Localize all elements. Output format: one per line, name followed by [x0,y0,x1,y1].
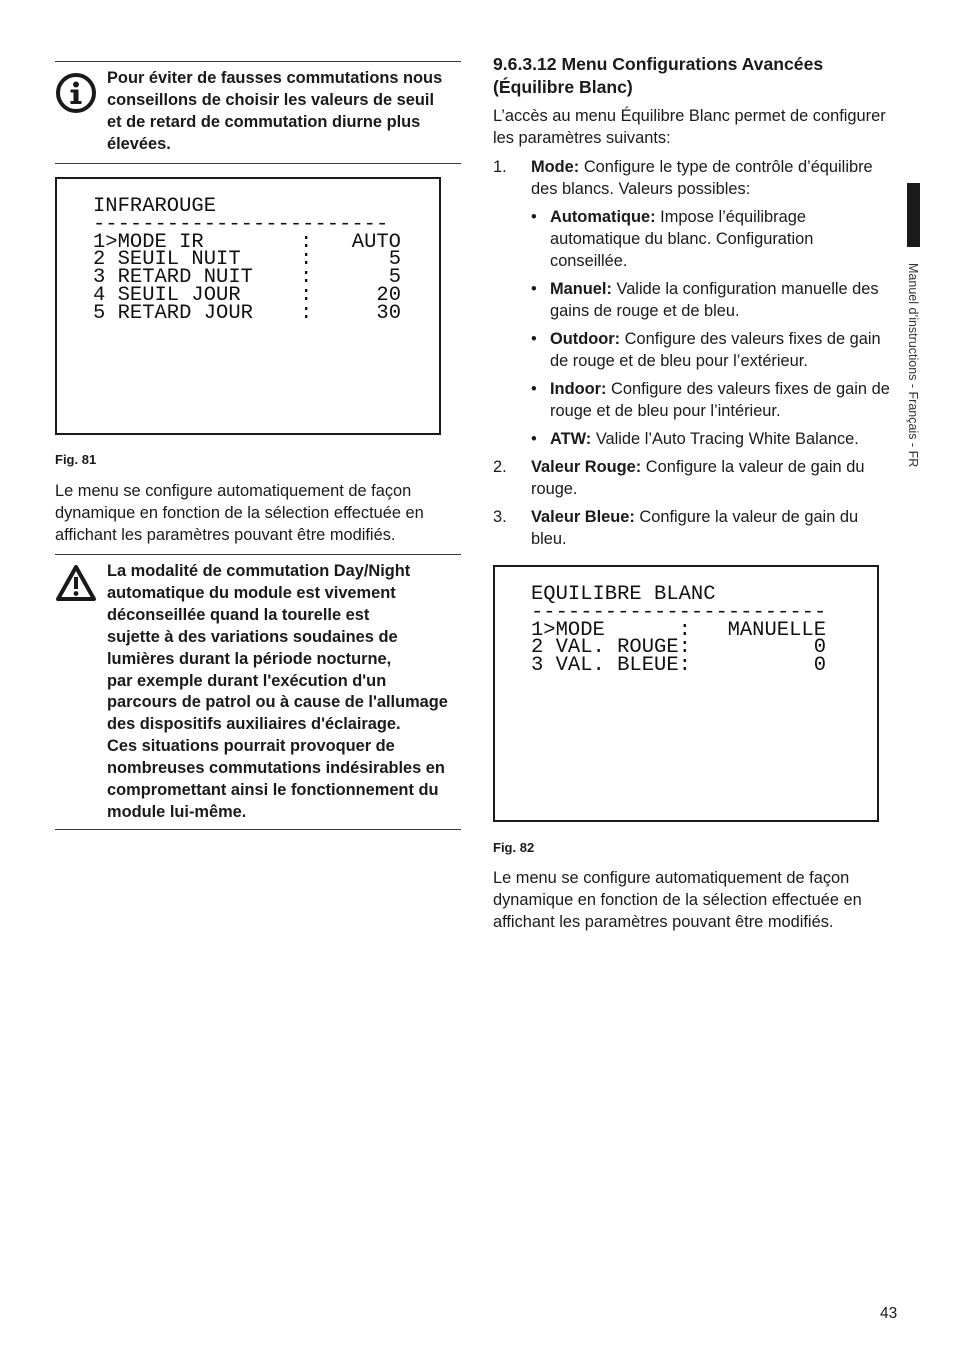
warning-note-bottom-rule [55,829,461,830]
osd-row-label: 5 RETARD JOUR [93,301,253,325]
osd-row-value: 0 [813,654,826,678]
info-icon [55,72,97,114]
info-note-bottom-rule [55,163,461,164]
bullet-dot: • [531,280,537,298]
osd-row-label: 1>MODE IR [93,230,204,254]
sidebar-manual-label: Manuel d’instructions - Français - FR [906,263,920,468]
list-term: Manuel: [550,280,612,298]
osd-row-value: 5 [388,248,401,272]
osd-row-value: MANUELLE [727,618,826,642]
list-number: 3. [493,508,507,526]
osd-row-value: 5 [388,266,401,290]
osd-row-label: 2 SEUIL NUIT [93,248,241,272]
info-note-top-rule [55,61,461,62]
osd-row-label: 3 VAL. BLEUE: [531,654,691,678]
osd-row-value: AUTO [351,230,401,254]
info-note [55,68,461,160]
warning-note-text: La modalité de commutation Day/Night automatique du module est vivement déconseillée quand la tourelle est sujette à des variations soudaines de lumières durant la période nocturne, par exemple durant l'exécution d'un parcours de patrol ou à cause de l'allumage des dispositifs auxiliaires d'éclairage. Ces situations pourrait provoquer de nombreuses commutations indésirables en compromettant ainsi le fonctionnement du module lui-même. [107,562,448,821]
bullet-dot: • [531,208,537,226]
figure-caption: Fig. 82 [493,840,535,855]
warning-triangle-icon [55,564,97,602]
osd-row-value: 30 [376,301,401,325]
bullet-dot: • [531,430,537,448]
list-number: 2. [493,458,507,476]
osd-row-label: 2 VAL. ROUGE: [531,636,691,660]
page-number: 43 [880,1305,898,1322]
osd-screen-equilibre-blanc [493,565,879,822]
paragraph: Le menu se configure automatiquement de façon dynamique en fonction de la sélection effectuée en affichant les paramètres pouvant être modifiés. [55,482,424,544]
list-term: Outdoor: [550,330,621,348]
osd-screen-infrarouge: INFRAROUGE ------------------------ 1>MODE IR 2 SEUIL NUIT 3 RETARD NUIT 4 SEUIL JOUR 5 RETARD JOUR : : : : : AUTO 5 5 20 30 [55,177,441,435]
paragraph: Le menu se configure automatiquement de façon dynamique en fonction de la sélection effectuée en affichant les paramètres pouvant être modifiés. [493,869,862,931]
figure-caption: Fig. 81 [55,452,97,467]
osd-title: EQUILIBRE BLANC [531,583,716,606]
list-term: ATW: [550,430,592,448]
osd-row-label: 1>MODE : [531,618,691,642]
intro-paragraph: L’accès au menu Équilibre Blanc permet de configurer les paramètres suivants: [493,107,886,147]
osd-row-value: 20 [376,283,401,307]
section-heading: 9.6.3.12 Menu Configurations Avancées (Équilibre Blanc) [493,54,824,97]
chapter-tab-marker [907,183,920,247]
osd-row-label: 3 RETARD NUIT [93,266,253,290]
list-term: Valeur Rouge: [531,458,642,476]
osd-separator: ------------------------ [531,600,827,624]
osd-row-value: 0 [813,636,826,660]
list-term: Valeur Bleue: [531,508,635,526]
bullet-dot: • [531,330,537,348]
list-term: Mode: [531,158,580,176]
osd-title: INFRAROUGE [93,195,217,218]
bullet-dot: • [531,380,537,398]
list-number: 1. [493,158,507,176]
warning-note [55,561,461,826]
osd-separator: ------------------------ [93,212,389,236]
list-term: Automatique: [550,208,656,226]
warning-note-top-rule [55,554,461,555]
info-note-text: Pour éviter de fausses commutations nous conseillons de choisir les valeurs de seuil et de retard de commutation diurne plus élevées. [107,69,443,153]
osd-row-label: 4 SEUIL JOUR [93,283,241,307]
list-term: Indoor: [550,380,607,398]
